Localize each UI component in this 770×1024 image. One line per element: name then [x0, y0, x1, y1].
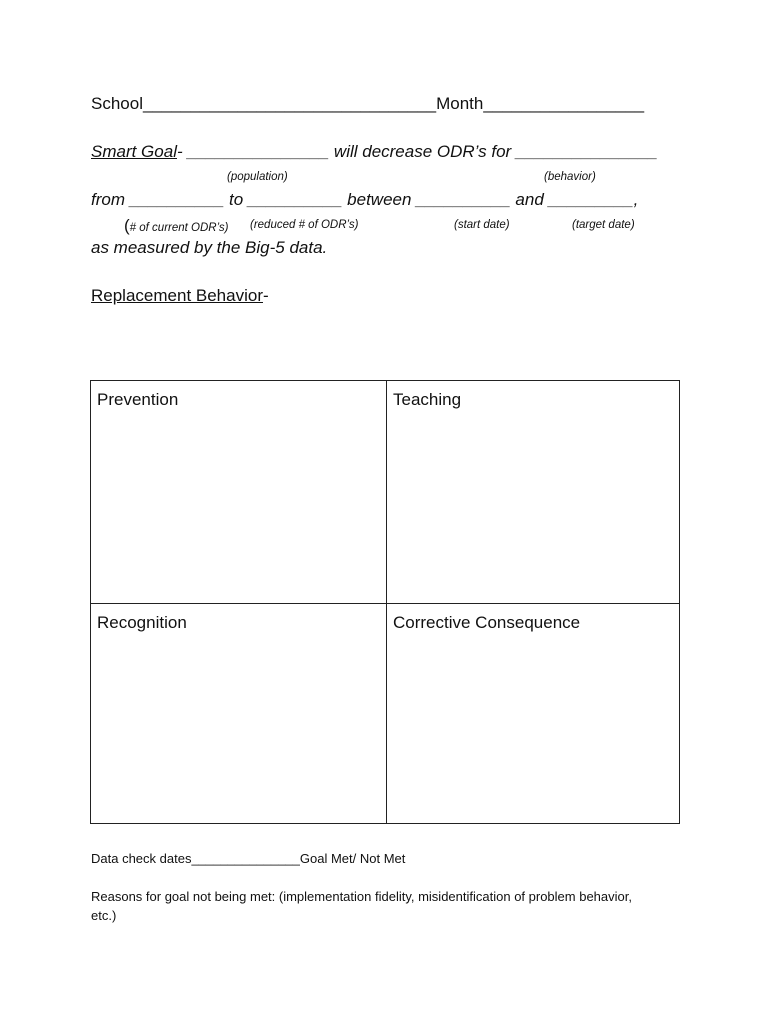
teaching-label: Teaching: [393, 390, 462, 409]
smart-goal-label: Smart Goal: [91, 142, 177, 161]
replacement-behavior-dash: -: [262, 286, 269, 305]
replacement-behavior-label: Replacement Behavior: [91, 286, 263, 305]
school-month-line: School_______________________________Month_________________: [91, 94, 645, 113]
recognition-cell[interactable]: [91, 603, 386, 823]
corrective-consequence-label: Corrective Consequence: [393, 613, 581, 632]
reasons-line-2: etc.): [91, 908, 117, 923]
smart-goal-text: - _______________ will decrease ODR’s for _______________: [176, 142, 658, 161]
prevention-cell[interactable]: [91, 381, 386, 603]
start-date-note: (start date): [454, 219, 510, 231]
behavior-grid: [90, 380, 680, 824]
prevention-label: Prevention: [97, 390, 179, 409]
smart-goal-line: [91, 142, 658, 162]
data-check-line: Data check dates_______________Goal Met/ Not Met: [91, 851, 406, 866]
behavior-note: (behavior): [544, 171, 596, 183]
current-odr-text: # of current ODR’s): [129, 222, 229, 234]
teaching-cell[interactable]: [386, 381, 679, 603]
recognition-label: Recognition: [97, 613, 187, 632]
from-to-line: from __________ to __________ between __________ and _________,: [91, 190, 639, 209]
measured-line: as measured by the Big-5 data.: [91, 238, 328, 257]
reduced-odr-note: (reduced # of ODR’s): [250, 219, 359, 231]
reasons-line-1: Reasons for goal not being met: (implementation fidelity, misidentification of problem behavior,: [91, 889, 632, 904]
current-odr-note: [124, 216, 229, 236]
replacement-behavior-line: [91, 286, 269, 306]
corrective-consequence-cell[interactable]: [386, 603, 679, 823]
open-paren: (: [124, 216, 130, 235]
population-note: (population): [227, 171, 288, 183]
target-date-note: (target date): [572, 219, 635, 231]
